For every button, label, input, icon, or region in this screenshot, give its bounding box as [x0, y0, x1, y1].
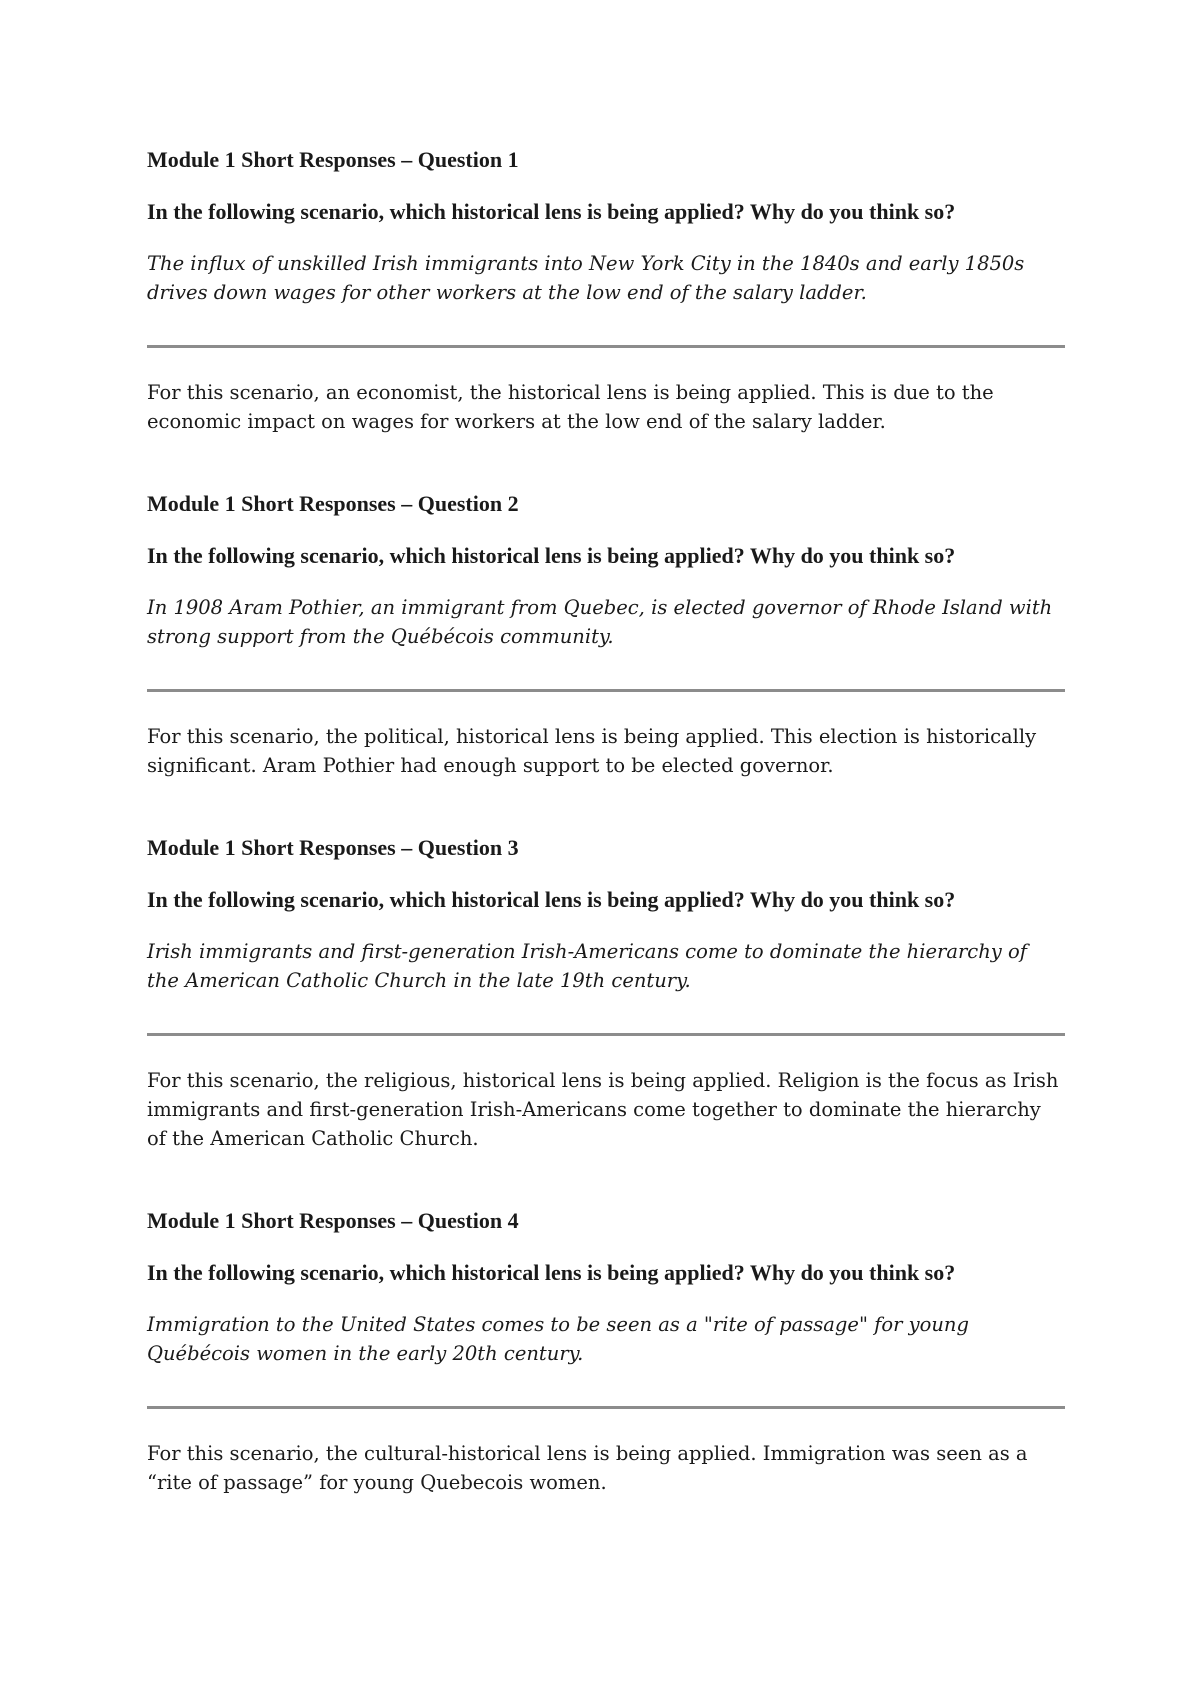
- answer-text: For this scenario, an economist, the historical lens is being applied. This is due to the economic impact on wages for workers at the low end of the salary ladder.: [147, 381, 994, 433]
- answer-text: For this scenario, the cultural-historical lens is being applied. Immigration was seen as a “rite of passage” for young Quebecois women.: [147, 1442, 1028, 1494]
- question-prompt: In the following scenario, which historical lens is being applied? Why do you think so?: [147, 199, 956, 224]
- question-heading: Module 1 Short Responses – Question 2: [147, 491, 519, 516]
- scenario-text: Irish immigrants and first-generation Irish-Americans come to dominate the hierarchy of the American Catholic Church in the late 19th century.: [147, 940, 1027, 992]
- divider-rule: [147, 1406, 1065, 1409]
- question-section-2: [147, 489, 1065, 780]
- question-prompt: In the following scenario, which historical lens is being applied? Why do you think so?: [147, 543, 956, 568]
- divider-rule: [147, 689, 1065, 692]
- scenario-text: Immigration to the United States comes to be seen as a "rite of passage" for young Québécois women in the early 20th century.: [147, 1313, 969, 1365]
- question-section-3: [147, 833, 1065, 1153]
- scenario-text: The influx of unskilled Irish immigrants into New York City in the 1840s and early 1850s drives down wages for other workers at the low end of the salary ladder.: [147, 252, 1025, 304]
- answer-text: For this scenario, the political, historical lens is being applied. This election is historically significant. Aram Pothier had enough support to be elected governor.: [147, 725, 1037, 777]
- document-page: [147, 145, 1065, 1550]
- question-heading: Module 1 Short Responses – Question 1: [147, 147, 519, 172]
- question-section-1: [147, 145, 1065, 436]
- scenario-text: In 1908 Aram Pothier, an immigrant from Quebec, is elected governor of Rhode Island with strong support from the Québécois community.: [147, 596, 1053, 648]
- divider-rule: [147, 1033, 1065, 1036]
- answer-text: For this scenario, the religious, historical lens is being applied. Religion is the focus as Irish immigrants and first-generation Irish-Americans come together to dominate the hierarchy of the American Catholic Church.: [147, 1069, 1059, 1150]
- question-section-4: [147, 1206, 1065, 1497]
- question-prompt: In the following scenario, which historical lens is being applied? Why do you think so?: [147, 1260, 956, 1285]
- question-heading: Module 1 Short Responses – Question 4: [147, 1208, 519, 1233]
- question-prompt: In the following scenario, which historical lens is being applied? Why do you think so?: [147, 887, 956, 912]
- divider-rule: [147, 345, 1065, 348]
- question-heading: Module 1 Short Responses – Question 3: [147, 835, 519, 860]
